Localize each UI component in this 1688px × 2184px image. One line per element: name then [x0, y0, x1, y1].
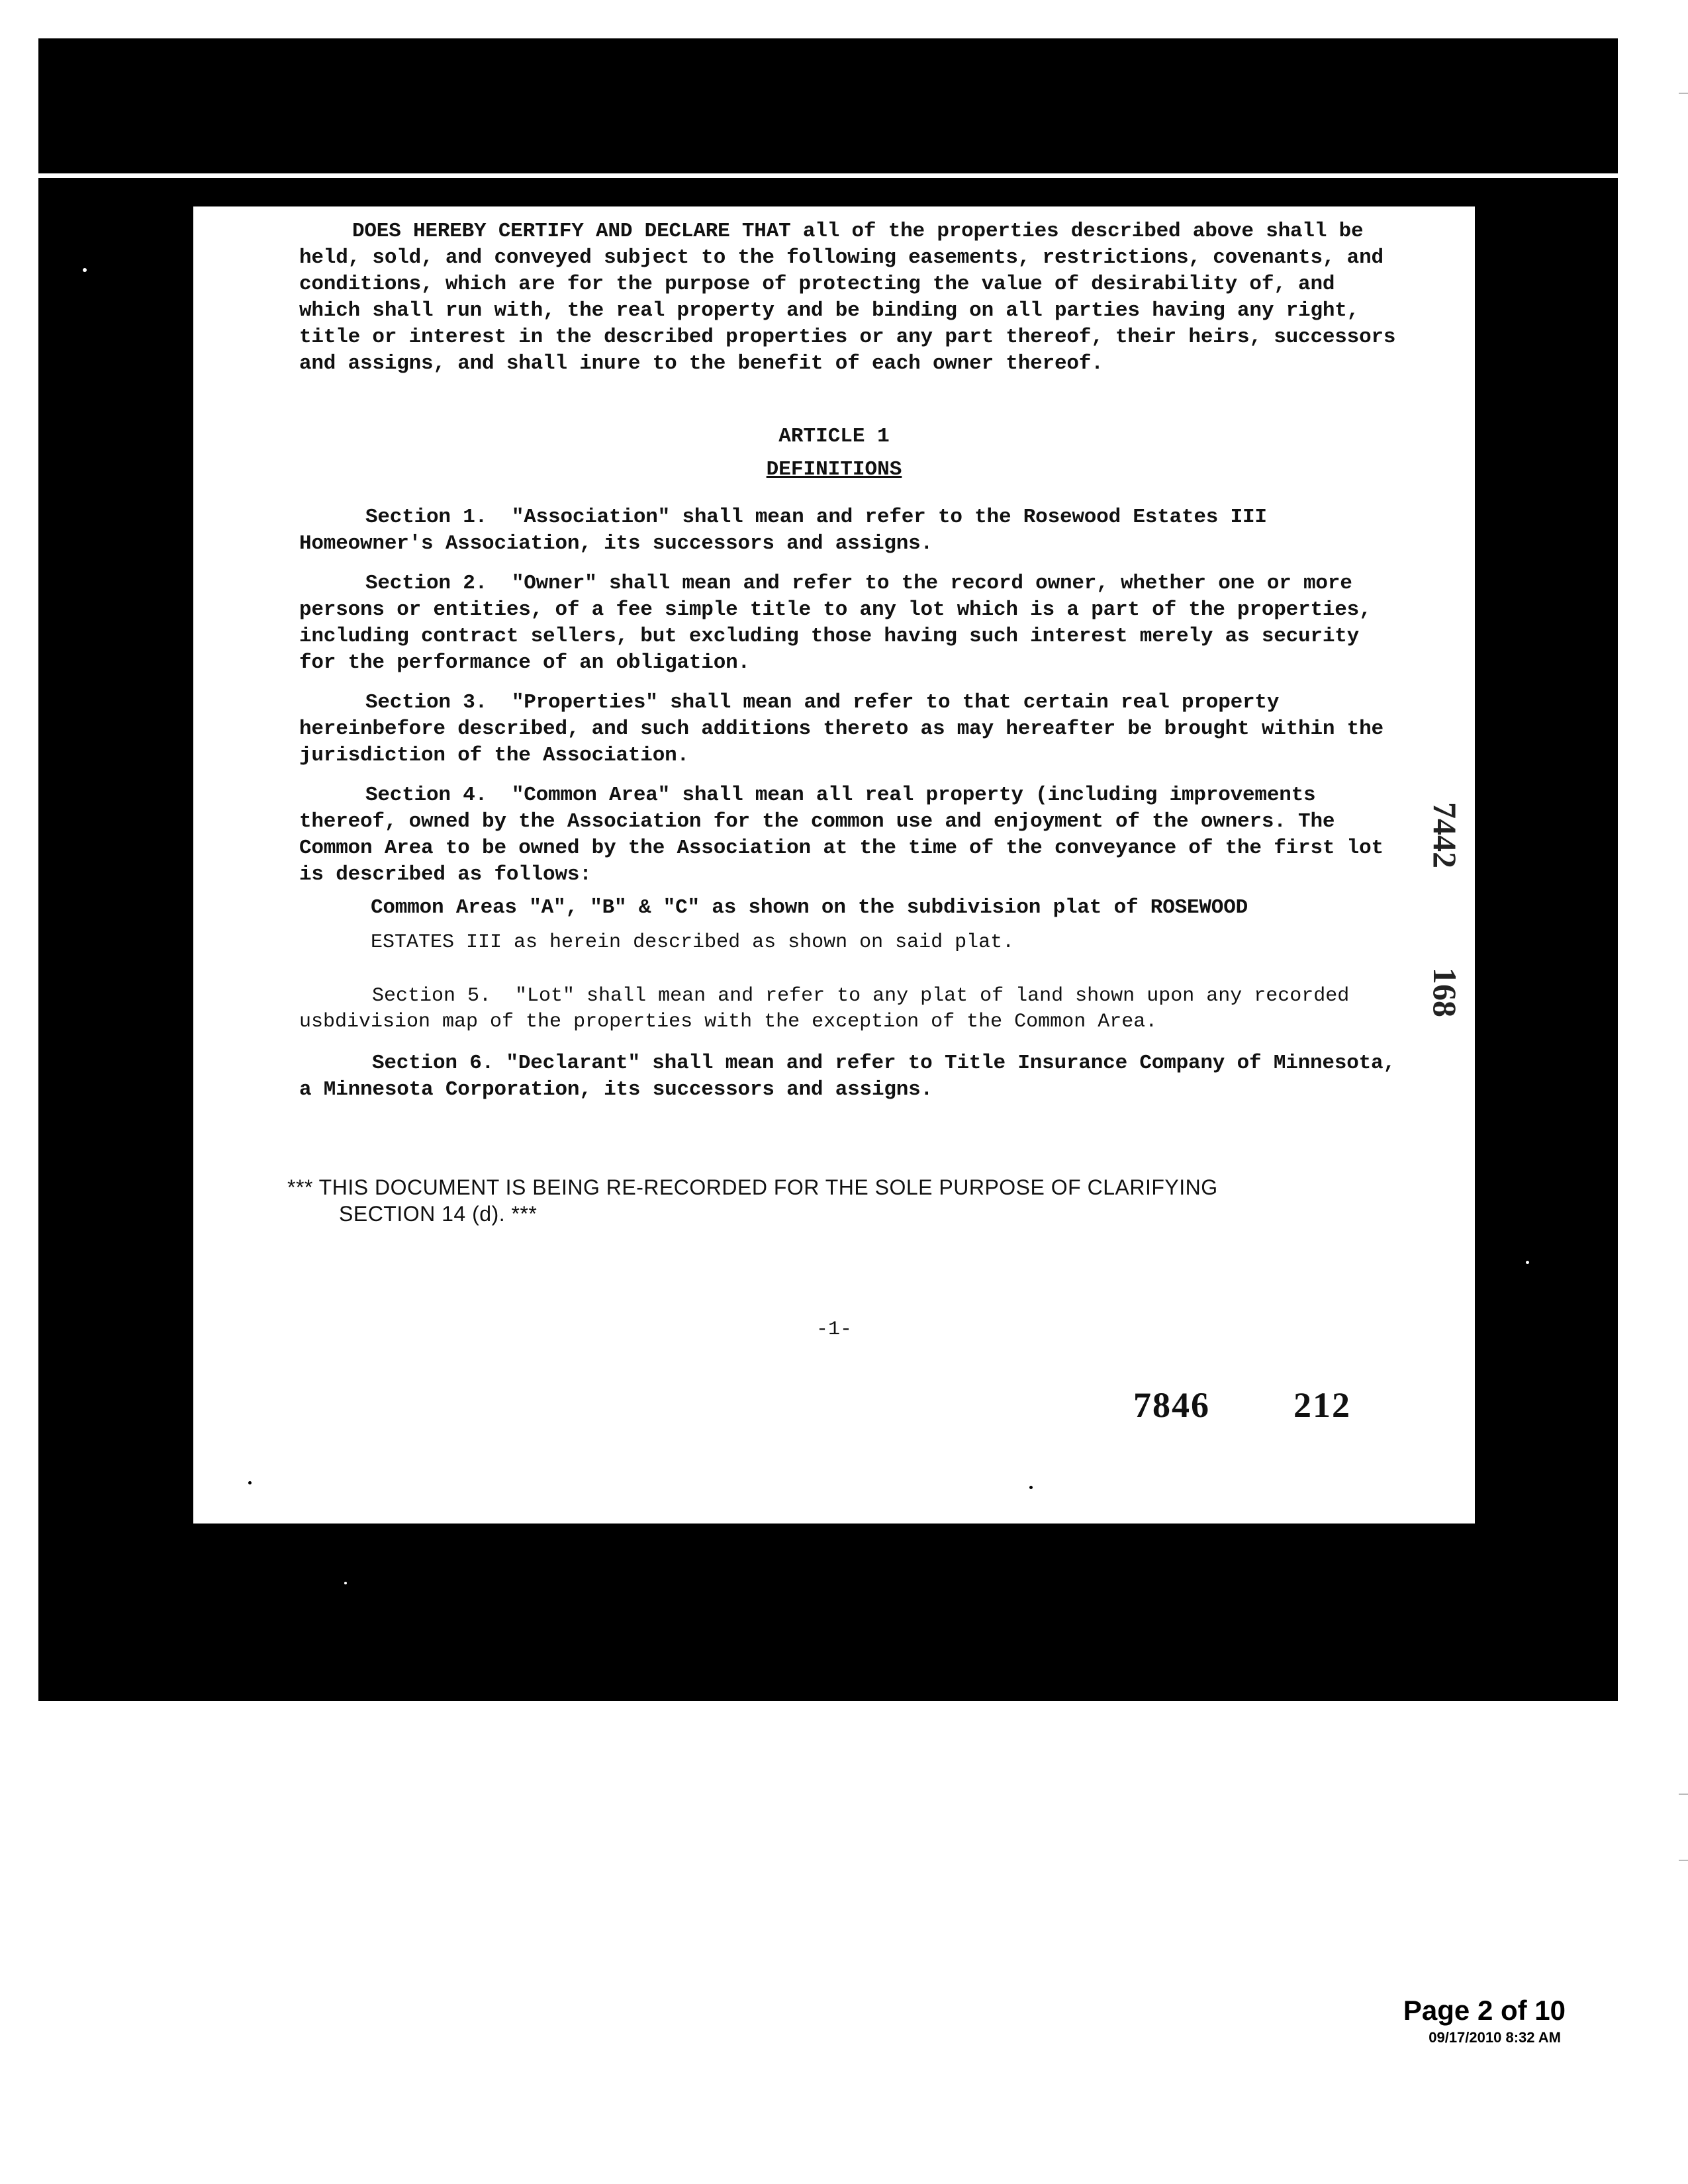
page-number: -1-: [816, 1318, 852, 1341]
scan-speck: [1526, 1261, 1529, 1264]
scan-rule-line: [38, 173, 1618, 178]
scan-speck: [248, 1481, 252, 1484]
footer-page-label: Page 2 of 10: [1403, 1995, 1566, 2026]
edge-mark: [1679, 93, 1688, 94]
section-3: Section 3. "Properties" shall mean and refer to that certain real property hereinbefore described, and such additions thereto as may hereafter be brought within the jurisdiction of the Association.: [299, 691, 1396, 767]
common-areas-line-2: ESTATES III as herein described as shown on said plat.: [371, 931, 1015, 954]
section-5: Section 5. "Lot" shall mean and refer to any plat of land shown upon any recorded usbdivision map of the properties with the exception of the Common Area.: [299, 985, 1362, 1033]
section-4: Section 4. "Common Area" shall mean all real property (including improvements thereof, owned by the Association for the common use and enjoyment of the owners. The Common Area to be owned by the Association at the time of the conveyance of the first lot is described as follows:: [299, 784, 1396, 886]
edge-mark: [1679, 1794, 1688, 1795]
scan-speck: [344, 1582, 347, 1584]
section-2: Section 2. "Owner" shall mean and refer to the record owner, whether one or more persons or entities, of a fee simple title to any lot which is a part of the properties, including contract sellers, but excluding those having such interest merely as security for the performance of an obligation.: [299, 572, 1383, 674]
book-number: 7846: [1133, 1385, 1210, 1425]
page-reference: 212: [1293, 1385, 1351, 1425]
common-areas-line: Common Areas "A", "B" & "C" as shown on the subdivision plat of ROSEWOOD: [371, 896, 1248, 919]
intro-paragraph: DOES HEREBY CERTIFY AND DECLARE THAT all of the properties described above shall be held, sold, and conveyed subject to the following easements, restrictions, covenants, and conditions, which are for the purpose of protecting the value of desirability of, and which shall run with, the real property and be binding on all parties having any right, title or interest in the described properties or any part thereof, their heirs, successors and assigns, and shall inure to the benefit of each owner thereof.: [299, 220, 1408, 375]
margin-stamp-book: 7442: [1427, 802, 1464, 868]
article-subtitle: DEFINITIONS: [766, 458, 902, 481]
section-6: Section 6. "Declarant" shall mean and refer to Title Insurance Company of Minnesota, a Minnesota Corporation, its successors and assigns.: [299, 1052, 1408, 1101]
document-page: [193, 206, 1475, 1524]
margin-stamp-page: 168: [1427, 968, 1464, 1017]
section-1: Section 1. "Association" shall mean and refer to the Rosewood Estates III Homeowner's Association, its successors and assigns.: [299, 506, 1280, 555]
scan-speck: [235, 470, 238, 473]
scan-speck: [83, 268, 87, 272]
scan-speck: [1466, 235, 1470, 238]
rerecord-note-line-2: SECTION 14 (d). ***: [339, 1202, 538, 1226]
scan-speck: [1029, 1486, 1033, 1489]
footer-timestamp: 09/17/2010 8:32 AM: [1429, 2029, 1561, 2046]
rerecord-note-line-1: *** THIS DOCUMENT IS BEING RE-RECORDED FOR THE SOLE PURPOSE OF CLARIFYING: [287, 1175, 1218, 1199]
article-title: ARTICLE 1: [778, 425, 890, 448]
edge-mark: [1679, 1860, 1688, 1861]
